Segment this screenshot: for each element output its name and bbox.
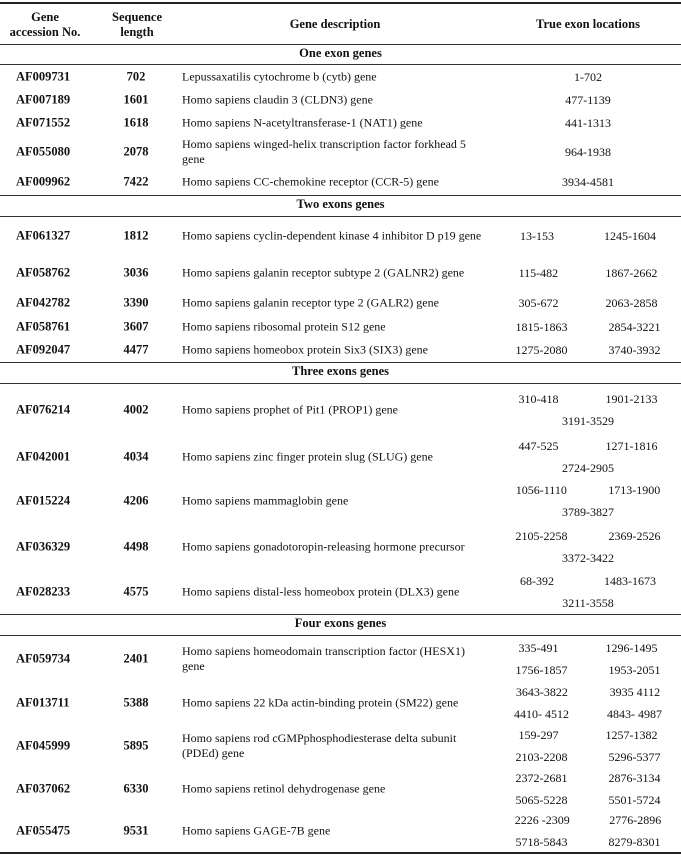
sequence-length-cell: 2401 bbox=[123, 651, 149, 666]
exon-range: 8279-8301 bbox=[608, 835, 661, 849]
exon-location-line bbox=[495, 831, 681, 853]
exon-locations-cell bbox=[495, 292, 681, 314]
exon-range: 2063-2858 bbox=[605, 295, 658, 310]
sequence-length-cell: 1601 bbox=[123, 92, 149, 106]
table-row bbox=[0, 255, 681, 290]
table-row bbox=[0, 111, 681, 134]
gene-description-cell: Homo sapiens prophet of Pit1 (PROP1) gene bbox=[182, 402, 398, 416]
table-row bbox=[0, 217, 681, 255]
exon-range: 2226 -2309 bbox=[514, 813, 570, 827]
accession-cell: AF055475 bbox=[16, 823, 71, 838]
gene-description-cell: Homo sapiens distal-less homeobox protein (DLX3) gene bbox=[182, 584, 460, 599]
exon-locations-cell bbox=[495, 525, 681, 569]
accession-cell: AF076214 bbox=[16, 402, 71, 416]
accession-cell: AF013711 bbox=[16, 695, 70, 710]
exon-location-line bbox=[495, 570, 681, 592]
exon-location-line bbox=[495, 112, 681, 134]
table-row bbox=[0, 384, 681, 435]
sequence-length-cell: 5895 bbox=[123, 738, 149, 753]
accession-cell: AF061327 bbox=[16, 228, 71, 243]
table-row bbox=[0, 636, 681, 682]
header-exon-locations: True exon locations bbox=[536, 17, 640, 31]
exon-range: 2105-2258 bbox=[515, 528, 568, 543]
exon-range: 2724-2905 bbox=[562, 461, 614, 475]
exon-locations-cell bbox=[495, 637, 681, 681]
section-rule bbox=[0, 362, 681, 363]
exon-location-line bbox=[495, 225, 681, 247]
sequence-length-cell: 4498 bbox=[123, 539, 149, 553]
exon-location-line bbox=[495, 592, 681, 614]
sequence-length-cell: 3036 bbox=[123, 265, 149, 279]
exon-range: 1257-1382 bbox=[605, 728, 658, 742]
table-row bbox=[0, 479, 681, 523]
exon-range: 5718-5843 bbox=[515, 835, 568, 849]
exon-range: 68-392 bbox=[520, 574, 554, 588]
exon-location-line bbox=[495, 809, 681, 831]
table-row bbox=[0, 290, 681, 315]
sequence-length-cell: 4034 bbox=[123, 449, 149, 464]
exon-locations-cell bbox=[495, 388, 681, 432]
exon-range: 1-702 bbox=[574, 69, 602, 84]
exon-location-line bbox=[495, 501, 681, 523]
exon-location-line bbox=[495, 789, 681, 811]
exon-range: 477-1139 bbox=[565, 92, 611, 107]
exon-location-line bbox=[495, 316, 681, 338]
exon-range: 1483-1673 bbox=[604, 574, 656, 588]
exon-locations-cell bbox=[495, 89, 681, 111]
table-row bbox=[0, 570, 681, 614]
table-row bbox=[0, 134, 681, 169]
exon-location-line bbox=[495, 435, 681, 457]
exon-locations-cell bbox=[495, 225, 681, 247]
sequence-length-cell: 3390 bbox=[123, 295, 149, 309]
exon-location-line bbox=[495, 525, 681, 547]
exon-range: 1056-1110 bbox=[515, 483, 567, 497]
exon-location-line bbox=[495, 703, 681, 725]
exon-locations-cell bbox=[495, 479, 681, 523]
accession-cell: AF071552 bbox=[16, 115, 71, 129]
section-rule bbox=[0, 614, 681, 615]
accession-cell: AF007189 bbox=[16, 92, 71, 106]
gene-description-cell: Homo sapiens zinc finger protein slug (SLUG) gene bbox=[182, 449, 433, 464]
accession-cell: AF015224 bbox=[16, 493, 71, 508]
exon-locations-cell bbox=[495, 262, 681, 284]
sequence-length-cell: 1618 bbox=[123, 115, 149, 129]
gene-description-cell: Homo sapiens GAGE-7B gene bbox=[182, 823, 331, 838]
header-rule bbox=[0, 44, 681, 45]
table-row bbox=[0, 338, 681, 362]
exon-range: 441-1313 bbox=[565, 115, 611, 130]
section-title: Three exons genes bbox=[292, 364, 389, 378]
exon-range: 4843- 4987 bbox=[607, 707, 662, 721]
exon-location-line bbox=[495, 171, 681, 193]
accession-cell: AF009731 bbox=[16, 69, 71, 83]
sequence-length-cell: 9531 bbox=[123, 823, 149, 838]
accession-cell: AF092047 bbox=[16, 342, 71, 357]
exon-range: 115-482 bbox=[518, 265, 559, 280]
gene-description-cell: Homo sapiens homeodomain transcription factor (HESX1) gene bbox=[182, 644, 465, 673]
exon-range: 447-525 bbox=[518, 439, 559, 453]
exon-locations-cell bbox=[495, 141, 681, 163]
exon-range: 1867-2662 bbox=[605, 265, 658, 280]
exon-locations-cell bbox=[495, 171, 681, 193]
exon-range: 13-153 bbox=[520, 229, 554, 243]
table-row bbox=[0, 88, 681, 111]
sequence-length-cell: 4206 bbox=[123, 493, 149, 508]
exon-locations-cell bbox=[495, 570, 681, 614]
section-rule bbox=[0, 195, 681, 196]
gene-description-cell: Homo sapiens galanin receptor subtype 2 (GALNR2) gene bbox=[182, 265, 465, 279]
sequence-length-cell: 6330 bbox=[123, 781, 149, 795]
table-row bbox=[0, 315, 681, 338]
accession-cell: AF058762 bbox=[16, 265, 71, 279]
exon-range: 159-297 bbox=[518, 728, 559, 742]
exon-locations-cell bbox=[495, 809, 681, 853]
table-row bbox=[0, 768, 681, 809]
exon-range: 3211-3558 bbox=[562, 596, 614, 610]
exon-range: 3789-3827 bbox=[562, 505, 614, 519]
exon-range: 1953-2051 bbox=[608, 663, 661, 677]
bottom-rule bbox=[0, 852, 681, 854]
header-gene-description: Gene description bbox=[289, 17, 381, 31]
exon-location-line bbox=[495, 292, 681, 314]
accession-cell: AF036329 bbox=[16, 539, 71, 553]
exon-locations-cell bbox=[495, 339, 681, 361]
exon-range: 1713-1900 bbox=[608, 483, 661, 497]
exon-location-line bbox=[495, 637, 681, 659]
gene-description-cell: Homo sapiens gonadotoropin-releasing hormone precursor bbox=[182, 539, 465, 553]
exon-range: 310-418 bbox=[518, 391, 559, 406]
table-row bbox=[0, 169, 681, 195]
gene-description-cell: Lepussaxatilis cytochrome b (cytb) gene bbox=[182, 69, 377, 83]
sequence-length-cell: 4002 bbox=[123, 402, 149, 416]
exon-locations-cell bbox=[495, 435, 681, 479]
exon-range: 2876-3134 bbox=[608, 770, 661, 785]
exon-range: 305-672 bbox=[518, 295, 559, 310]
exon-location-line bbox=[495, 547, 681, 569]
exon-range: 4410- 4512 bbox=[514, 707, 569, 721]
exon-locations-cell bbox=[495, 681, 681, 725]
exon-location-line bbox=[495, 457, 681, 479]
exon-range: 3191-3529 bbox=[562, 413, 614, 428]
exon-location-line bbox=[495, 410, 681, 432]
sequence-length-cell: 3607 bbox=[123, 319, 149, 333]
accession-cell: AF055080 bbox=[16, 144, 71, 158]
exon-range: 964-1938 bbox=[565, 144, 611, 159]
exon-location-line bbox=[495, 89, 681, 111]
section-title: Two exons genes bbox=[296, 197, 385, 211]
table-row bbox=[0, 523, 681, 570]
top-rule bbox=[0, 2, 681, 4]
exon-location-line bbox=[495, 339, 681, 361]
exon-range: 1275-2080 bbox=[515, 343, 568, 357]
exon-locations-cell bbox=[495, 112, 681, 134]
exon-location-line bbox=[495, 388, 681, 410]
exon-range: 335-491 bbox=[518, 641, 559, 655]
sequence-length-cell: 1812 bbox=[123, 228, 149, 243]
exon-range: 2103-2208 bbox=[515, 750, 568, 764]
accession-cell: AF042782 bbox=[16, 295, 71, 309]
table-row bbox=[0, 65, 681, 88]
gene-description-cell: Homo sapiens cyclin-dependent kinase 4 inhibitor D p19 gene bbox=[182, 228, 482, 243]
table-row bbox=[0, 682, 681, 724]
header-sequence-length: Sequence length bbox=[112, 10, 162, 39]
gene-description-cell: Homo sapiens N-acetyltransferase-1 (NAT1) gene bbox=[182, 115, 423, 129]
exon-range: 3935 4112 bbox=[609, 685, 661, 699]
sequence-length-cell: 7422 bbox=[123, 174, 149, 189]
exon-range: 1271-1816 bbox=[605, 439, 658, 453]
exon-location-line bbox=[495, 746, 681, 768]
exon-range: 5065-5228 bbox=[515, 792, 568, 807]
exon-range: 1756-1857 bbox=[515, 663, 568, 677]
gene-description-cell: Homo sapiens 22 kDa actin-binding protein (SM22) gene bbox=[182, 695, 459, 710]
gene-description-cell: Homo sapiens galanin receptor type 2 (GALR2) gene bbox=[182, 295, 439, 309]
exon-range: 2372-2681 bbox=[515, 770, 568, 785]
exon-location-line bbox=[495, 66, 681, 88]
exon-locations-cell bbox=[495, 724, 681, 768]
accession-cell: AF059734 bbox=[16, 651, 71, 666]
exon-range: 3643-3822 bbox=[515, 685, 568, 699]
gene-description-cell: Homo sapiens winged-helix transcription factor forkhead 5 gene bbox=[182, 136, 466, 166]
sequence-length-cell: 4477 bbox=[123, 342, 149, 357]
table-row bbox=[0, 435, 681, 479]
table-row bbox=[0, 809, 681, 853]
exon-range: 5296-5377 bbox=[608, 750, 661, 764]
accession-cell: AF042001 bbox=[16, 449, 71, 464]
accession-cell: AF037062 bbox=[16, 781, 71, 795]
accession-cell: AF058761 bbox=[16, 319, 71, 333]
exon-range: 1901-2133 bbox=[605, 391, 658, 406]
exon-range: 3934-4581 bbox=[562, 175, 614, 189]
accession-cell: AF045999 bbox=[16, 738, 71, 753]
exon-range: 3372-3422 bbox=[562, 550, 614, 565]
exon-locations-cell bbox=[495, 767, 681, 811]
exon-range: 2369-2526 bbox=[608, 528, 661, 543]
exon-location-line bbox=[495, 659, 681, 681]
exon-range: 5501-5724 bbox=[608, 792, 661, 807]
gene-description-cell: Homo sapiens rod cGMPphosphodiesterase delta subunit (PDEd) gene bbox=[182, 731, 457, 760]
header-accession: Gene accession No. bbox=[9, 10, 81, 39]
exon-range: 1245-1604 bbox=[604, 229, 656, 243]
exon-location-line bbox=[495, 767, 681, 789]
sequence-length-cell: 2078 bbox=[123, 144, 149, 158]
exon-range: 3740-3932 bbox=[608, 343, 661, 357]
exon-range: 1296-1495 bbox=[605, 641, 658, 655]
exon-locations-cell bbox=[495, 316, 681, 338]
gene-description-cell: Homo sapiens ribosomal protein S12 gene bbox=[182, 319, 386, 333]
exon-range: 2776-2896 bbox=[609, 813, 662, 827]
section-title: Four exons genes bbox=[294, 616, 387, 630]
exon-location-line bbox=[495, 681, 681, 703]
gene-description-cell: Homo sapiens CC-chemokine receptor (CCR-5) gene bbox=[182, 174, 439, 189]
gene-description-cell: Homo sapiens retinol dehydrogenase gene bbox=[182, 781, 386, 795]
section-title: One exon genes bbox=[299, 46, 382, 60]
accession-cell: AF009962 bbox=[16, 174, 71, 189]
exon-location-line bbox=[495, 479, 681, 501]
sequence-length-cell: 4575 bbox=[123, 584, 149, 599]
exon-locations-cell bbox=[495, 66, 681, 88]
accession-cell: AF028233 bbox=[16, 584, 71, 599]
gene-description-cell: Homo sapiens claudin 3 (CLDN3) gene bbox=[182, 92, 373, 106]
exon-range: 2854-3221 bbox=[608, 319, 661, 334]
table-row bbox=[0, 724, 681, 768]
exon-location-line bbox=[495, 724, 681, 746]
gene-description-cell: Homo sapiens mammaglobin gene bbox=[182, 493, 349, 508]
sequence-length-cell: 5388 bbox=[123, 695, 149, 710]
gene-description-cell: Homo sapiens homeobox protein Six3 (SIX3) gene bbox=[182, 342, 428, 357]
sequence-length-cell: 702 bbox=[126, 69, 146, 83]
exon-location-line bbox=[495, 262, 681, 284]
exon-location-line bbox=[495, 141, 681, 163]
exon-range: 1815-1863 bbox=[515, 319, 568, 334]
